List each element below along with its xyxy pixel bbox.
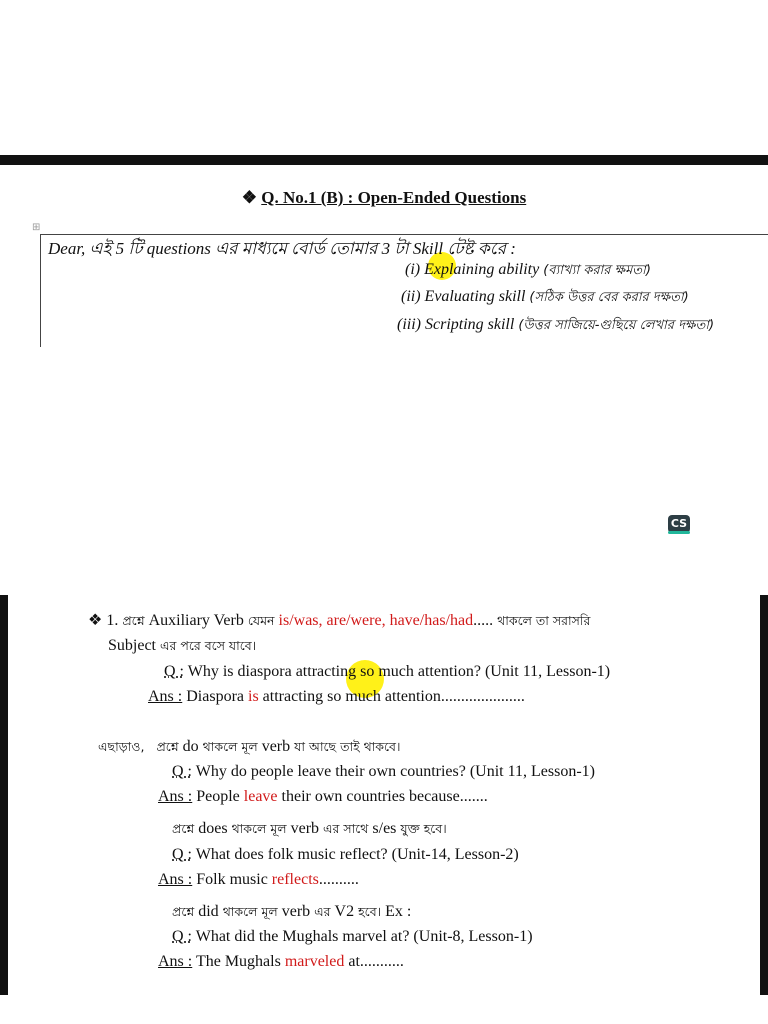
- skill-item: (i) Explaining ability (ব্যাখ্যা করার ক্ষমতা): [405, 261, 651, 278]
- camscanner-logo-underline: [668, 531, 690, 534]
- question-3: Q : What does folk music reflect? (Unit-14, Lesson-2): [172, 846, 519, 863]
- question-2: Q : Why do people leave their own countries? (Unit 11, Lesson-1): [172, 763, 596, 780]
- bullet-icon: ❖: [241, 188, 258, 207]
- question-4: Q : What did the Mughals marvel at? (Unit-8, Lesson-1): [172, 928, 533, 945]
- answer-3: Ans : Folk music reflects..........: [158, 871, 359, 888]
- section-title: [0, 188, 768, 208]
- top-black-bar: [0, 155, 768, 165]
- answer-4: Ans : The Mughals marveled at...........: [158, 953, 404, 970]
- camscanner-logo-icon: CS: [668, 515, 690, 533]
- table-move-icon[interactable]: ⊞: [32, 222, 41, 233]
- title-text: Q. No.1 (B) : Open-Ended Questions: [261, 188, 527, 207]
- skill-item: (iii) Scripting skill (উত্তর সাজিয়ে-গুছিয়ে লেখার দক্ষতা): [397, 316, 715, 333]
- answer-2: Ans : People leave their own countries because.......: [158, 788, 488, 805]
- rule-1-line-1: ❖ 1. প্রশ্নে Auxiliary Verb যেমন is/was, are/were, have/has/had..... থাকলে তা সরাসরি: [88, 612, 591, 629]
- right-black-bar: [760, 595, 768, 995]
- answer-1: Ans : Diaspora is attracting so much attention.....................: [148, 688, 525, 705]
- skill-item: (ii) Evaluating skill (সঠিক উত্তর বের করার দক্ষতা): [401, 288, 689, 305]
- left-black-bar: [0, 595, 8, 995]
- rule-2: এছাড়াও, প্রশ্নে do থাকলে মূল verb যা আছে তাই থাকবে।: [98, 738, 401, 755]
- bullet-icon: ❖: [88, 612, 103, 629]
- rule-3: প্রশ্নে does থাকলে মূল verb এর সাথে s/es যুক্ত হবে।: [172, 820, 447, 837]
- rule-1-line-2: Subject এর পরে বসে যাবে।: [108, 637, 257, 654]
- rule-4: প্রশ্নে did থাকলে মূল verb এর V2 হবে। Ex :: [172, 903, 412, 920]
- question-1: Q : Why is diaspora attracting so much attention? (Unit 11, Lesson-1): [164, 663, 611, 680]
- dear-line: Dear, এই 5 টি questions এর মাধ্যমে বোর্ড তোমার 3 টা Skill টেষ্ট করে :: [48, 239, 516, 258]
